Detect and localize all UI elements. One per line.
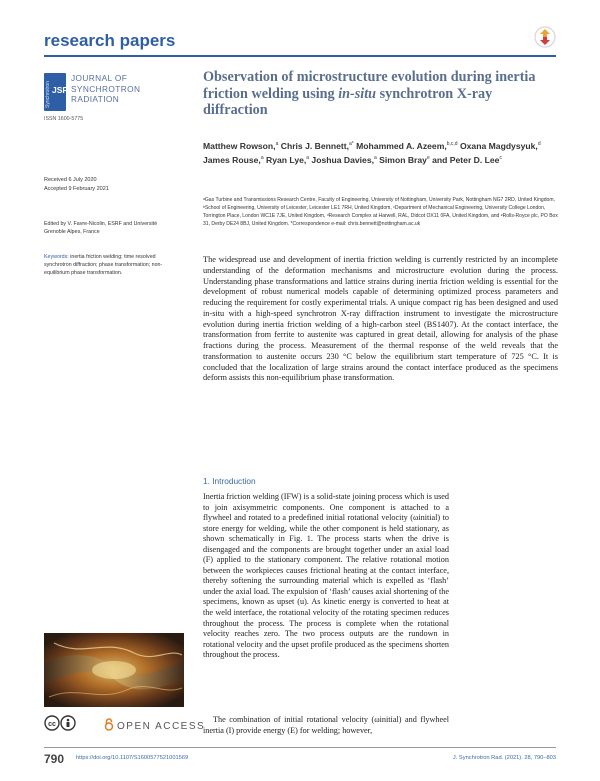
author-sup: b,c,d — [446, 141, 458, 147]
keywords — [44, 253, 164, 278]
keywords-label: Keywords: — [44, 254, 69, 260]
author: Simon Bray — [376, 155, 427, 166]
received-date: Received 6 July 2020 — [44, 177, 97, 183]
author-sup: a — [275, 141, 279, 147]
open-lock-icon — [104, 718, 114, 731]
cc-label: cc — [48, 721, 56, 728]
author: Mohammed A. Azeem, — [353, 140, 447, 151]
abstract: The widespread use and development of inertia friction welding is currently restricted by an incomplete understanding of the deformation mechanisms and microstructure evolution during the process. Understanding phase transformations and lattice strains during inertia friction welding is essential for the development of robust numerical models capable of determining optimized process parameters and reducing the requirement for costly experimental trials. A unique compact rig has been designed and used in-situ with a high-speed synchrotron X-ray diffraction instrument to investigate the microstructure evolution during inertia friction welding of a high-carbon steel (BS1407). At the contact interface, the transformation from ferrite to austenite was captured in great detail, allowing for analysis of the phase fractions during the process. Measurement of the thermal response of the weld reveals that the transformation to austenite occurs 230 °C below the equilibrium start temperature of 725 °C. It is concluded that the localization of large strains around the contact interface produced as the specimens deform assists this non-equilibrium phase transformation. — [203, 255, 558, 383]
author-sup: a — [374, 155, 377, 162]
title-italic: in-situ — [338, 85, 377, 102]
author: Oxana Magdysyuk, — [457, 140, 538, 151]
doi-link[interactable]: https://doi.org/10.1107/S1600577521001569 — [76, 755, 189, 761]
author: Chris J. Bennett, — [278, 140, 350, 151]
journal-logo-vertical-text: Synchrotron — [45, 81, 51, 108]
cover-figure — [44, 633, 184, 707]
crossmark-icon[interactable] — [534, 26, 556, 48]
creative-commons-icon[interactable] — [44, 715, 96, 735]
journal-logo-text: JSR — [52, 85, 69, 95]
section-header: research papers — [44, 31, 176, 50]
editor-note: Edited by V. Favre-Nicolin, ESRF and Université Grenoble Alpes, France — [44, 221, 158, 236]
open-access-badge — [104, 718, 205, 732]
author-sup: c — [499, 155, 502, 162]
author: Matthew Rowson, — [203, 140, 276, 151]
intro-paragraph-1: Inertia friction welding (IFW) is a solid-state joining process which is used to join axisymmetric components. One component is attached to a flywheel and rotated to a predefined initial rotational velocity (ωinitial) to store energy for welding, while the other component is held stationary, as shown schematically in Fig. 1. The process starts when the drive is disengaged and the components are brought together under an axial load (F) applied to the stationary component. The relative rotational motion between the workpieces causes frictional heating at the contact interface, thereby softening the surrounding material which is expelled as ‘flash’ under the axial load. The expulsion of ‘flash’ causes axial shortening of the specimens, known as upset (u). As kinetic energy is converted to heat at the weld interface, the rotational velocity of the rotating specimen reduces throughout the process. The process is complete when the rotational velocity reaches zero. The two process outputs are the rundown in rotational velocity and the upset profile produced as the specimens shorten throughout the process. — [203, 492, 449, 660]
author-sup: a — [260, 155, 264, 162]
article-title — [203, 69, 558, 119]
title-part-2: synchrotron X-ray diffraction — [203, 85, 493, 118]
section-heading-introduction: 1. Introduction — [203, 476, 256, 486]
journal-name: JOURNAL OF SYNCHROTRON RADIATION — [71, 73, 141, 104]
accepted-date: Accepted 9 February 2021 — [44, 185, 109, 192]
footer-rule — [44, 747, 556, 748]
title-part-1: Observation of microstructure evolution during inertia friction welding using — [203, 69, 536, 102]
page-number: 790 — [44, 752, 65, 766]
intro-paragraph-2: The combination of initial rotational velocity (ωinitial) and flywheel inertia (I) provide energy (E) for welding; however, — [203, 715, 449, 735]
author-sup: a — [306, 155, 310, 162]
journal-citation: J. Synchrotron Rad. (2021). 28, 790–803 — [452, 755, 556, 761]
keywords-text: inertia friction welding; time resolved synchrotron diffraction; phase transformation; non-equilibrium phase transformation. — [44, 254, 163, 277]
author-sup: d — [537, 141, 541, 147]
article-dates — [44, 176, 109, 193]
issn: ISSN 1600-5775 — [44, 116, 84, 122]
author: and Peter D. Lee — [429, 155, 500, 166]
author: Joshua Davies, — [309, 155, 375, 166]
header-rule — [44, 55, 556, 57]
author-list — [203, 138, 558, 166]
author-sup: a* — [349, 141, 354, 147]
author: Ryan Lye, — [263, 155, 307, 166]
affiliations: ᵃGas Turbine and Transmissions Research Centre, Faculty of Engineering, University of Nottingham, University Park, Nottingham NG7 2RD, United Kingdom, ᵇSchool of Engineering, University of Leicester, Leicester LE1 7RH, United Kingdom, ᶜDepartment of Mechanical Engineering, University College London, Torrington Place, London WC1E 7JE, United Kingdom, ᵈResearch Complex at Harwell, RAL, Didcot OX11 0FA, United Kingdom, and ᵉRolls-Royce plc, PO Box 31, Derby DE24 8BJ, United Kingdom. *Correspondence e-mail: chris.bennett@nottingham.ac.uk — [203, 197, 558, 228]
author-sup: e — [426, 155, 430, 162]
open-access-label: OPEN ACCESS — [117, 721, 206, 732]
author: James Rouse, — [203, 155, 261, 166]
